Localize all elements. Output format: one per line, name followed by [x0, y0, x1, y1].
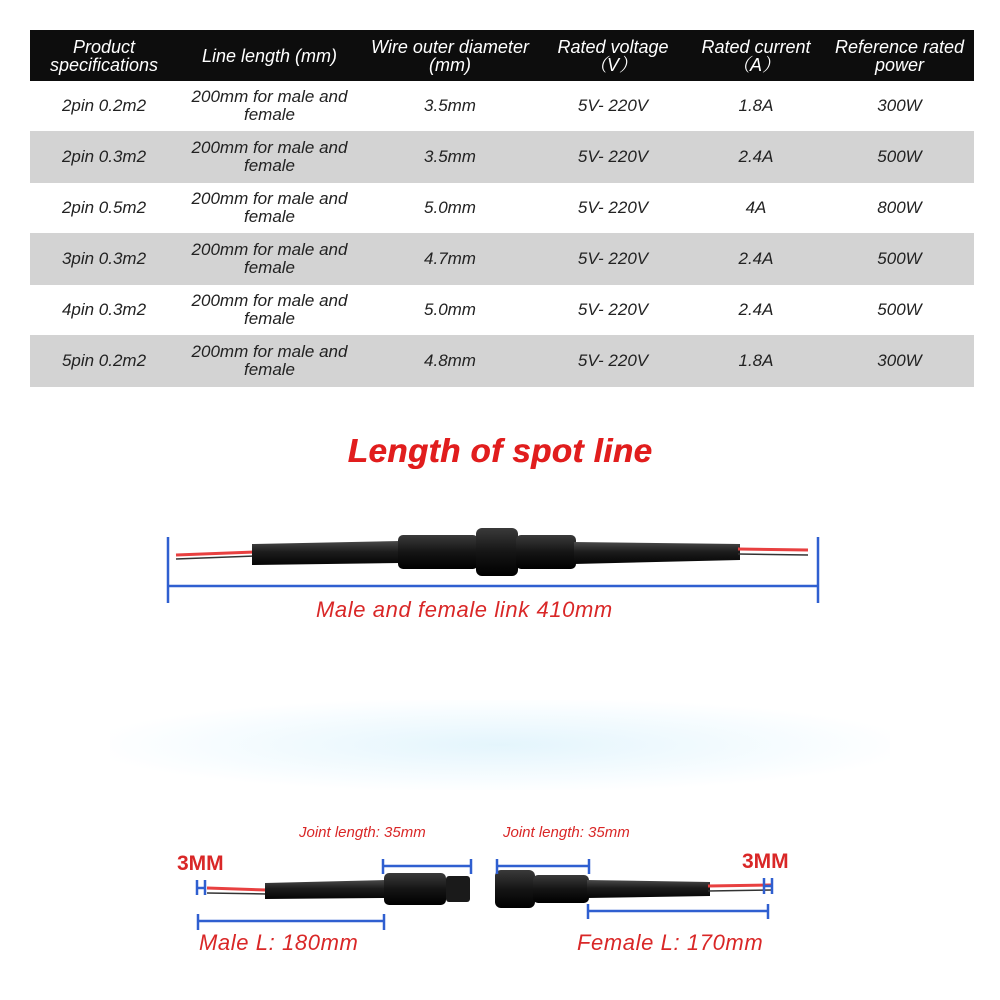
col-header-product: Product specifications: [30, 30, 178, 81]
cell-product: 3pin 0.3m2: [30, 233, 178, 285]
cell-power: 500W: [825, 131, 974, 183]
male-joint-label: Joint length: 35mm: [299, 824, 426, 841]
female-black-wire: [708, 890, 772, 891]
female-length-label: Female L: 170mm: [577, 930, 764, 955]
cell-current: 2.4A: [687, 285, 825, 335]
col-header-power: Reference rated power: [825, 30, 974, 81]
cell-product: 2pin 0.3m2: [30, 131, 178, 183]
cell-voltage: 5V- 220V: [539, 81, 687, 131]
cell-power: 500W: [825, 233, 974, 285]
female-plug: [533, 875, 589, 903]
cell-current: 2.4A: [687, 233, 825, 285]
cable-segment-left: [252, 541, 400, 565]
female-connector-body: [516, 535, 576, 569]
cell-product: 5pin 0.2m2: [30, 335, 178, 387]
female-strip-label: 3MM: [742, 850, 789, 873]
male-connector-body: [398, 535, 478, 569]
male-plug: [384, 873, 446, 905]
cell-voltage: 5V- 220V: [539, 183, 687, 233]
cell-diameter: 5.0mm: [361, 285, 539, 335]
red-wire-right: [738, 549, 808, 550]
cell-power: 800W: [825, 183, 974, 233]
cell-diameter: 3.5mm: [361, 131, 539, 183]
female-red-wire: [708, 885, 772, 886]
cell-diameter: 3.5mm: [361, 81, 539, 131]
cell-line-length: 200mm for male and female: [178, 335, 361, 387]
cell-diameter: 4.8mm: [361, 335, 539, 387]
full-cable: [176, 528, 808, 576]
cell-diameter: 5.0mm: [361, 183, 539, 233]
col-header-current: Rated current（A）: [687, 30, 825, 81]
cell-power: 500W: [825, 285, 974, 335]
col-header-line-length: Line length (mm): [178, 30, 361, 81]
female-joint-label: Joint length: 35mm: [503, 824, 630, 841]
female-cable: [495, 870, 772, 908]
male-strip-label: 3MM: [177, 852, 224, 875]
cell-current: 1.8A: [687, 81, 825, 131]
cell-voltage: 5V- 220V: [539, 233, 687, 285]
male-length-label: Male L: 180mm: [199, 930, 359, 955]
total-length-label: Male and female link 410mm: [316, 597, 613, 622]
cell-line-length: 200mm for male and female: [178, 285, 361, 335]
black-wire-left: [176, 556, 256, 559]
diagram-title: Length of spot line: [347, 432, 653, 469]
cell-voltage: 5V- 220V: [539, 131, 687, 183]
cell-voltage: 5V- 220V: [539, 285, 687, 335]
cell-current: 4A: [687, 183, 825, 233]
cable-segment-right: [574, 542, 740, 564]
male-red-wire: [207, 888, 267, 890]
cell-power: 300W: [825, 81, 974, 131]
female-cable-segment: [587, 880, 710, 898]
male-cable-segment: [265, 880, 386, 899]
coupling-nut: [476, 528, 518, 576]
male-cable: [207, 873, 470, 905]
male-black-wire: [207, 893, 267, 894]
col-header-diameter: Wire outer diameter (mm): [361, 30, 539, 81]
cell-line-length: 200mm for male and female: [178, 233, 361, 285]
cell-power: 300W: [825, 335, 974, 387]
cell-product: 2pin 0.5m2: [30, 183, 178, 233]
cell-line-length: 200mm for male and female: [178, 81, 361, 131]
red-wire-left: [176, 552, 256, 555]
cell-current: 1.8A: [687, 335, 825, 387]
cell-product: 2pin 0.2m2: [30, 81, 178, 131]
cell-line-length: 200mm for male and female: [178, 131, 361, 183]
cell-line-length: 200mm for male and female: [178, 183, 361, 233]
black-wire-right: [738, 554, 808, 555]
female-coupling-nut: [495, 870, 535, 908]
col-header-voltage: Rated voltage（V）: [539, 30, 687, 81]
cell-product: 4pin 0.3m2: [30, 285, 178, 335]
cell-diameter: 4.7mm: [361, 233, 539, 285]
cell-voltage: 5V- 220V: [539, 335, 687, 387]
cell-current: 2.4A: [687, 131, 825, 183]
male-plug-thread: [446, 876, 470, 902]
